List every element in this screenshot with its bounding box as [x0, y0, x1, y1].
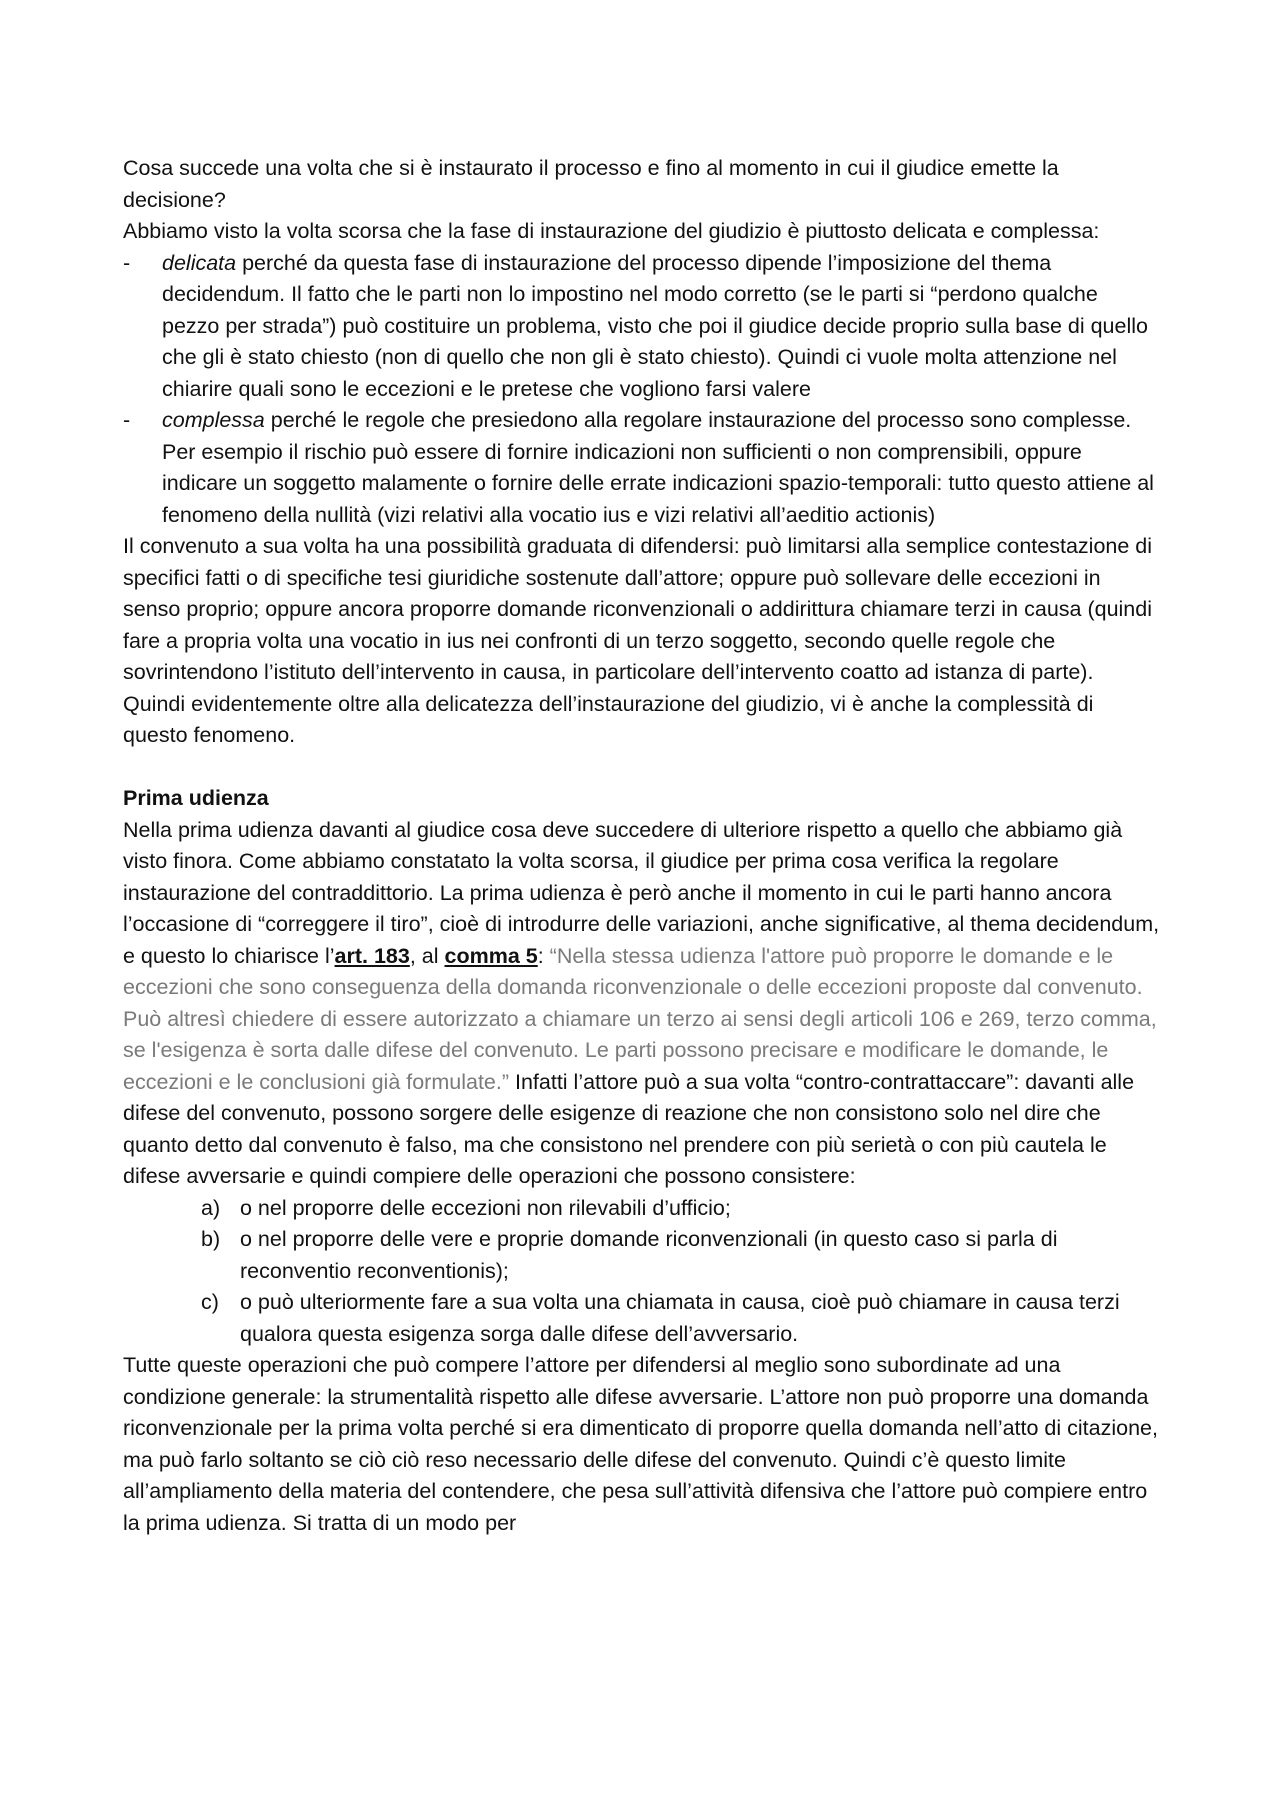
- list-marker: c): [201, 1290, 219, 1314]
- intro-paragraph: Abbiamo visto la volta scorsa che la fase di instaurazione del giudizio è piuttosto delicata e complessa:: [123, 219, 1100, 243]
- paragraph-gap: [123, 752, 1160, 784]
- section-heading: Prima udienza: [123, 786, 269, 810]
- list-term: complessa: [162, 408, 265, 432]
- list-item: [201, 1287, 1160, 1350]
- lettered-list: [123, 1193, 1160, 1351]
- article-link[interactable]: art. 183: [334, 943, 410, 968]
- intro-question: Cosa succede una volta che si è instaurato il processo e fino al momento in cui il giudice emette la decisione?: [123, 156, 1059, 212]
- list-item: [201, 1224, 1160, 1287]
- list-item: [123, 405, 1160, 531]
- prima-udienza-paragraph: [123, 815, 1160, 1193]
- list-text: o nel proporre delle vere e proprie domande riconvenzionali (in questo caso si parla di reconventio reconventionis);: [240, 1227, 1058, 1283]
- final-paragraph: Tutte queste operazioni che può compere l’attore per difendersi al meglio sono subordinate ad una condizione generale: la strumentalità rispetto alle difese avversarie. L’attore non può proporre una domanda riconvenzionale per la prima volta perché si era dimenticato di proporre quella domanda nell’atto di citazione, ma può farlo soltanto se ciò ciò reso necessario delle difese del convenuto. Quindi c’è questo limite all’ampliamento della materia del contendere, che pesa sull’attività difensiva che l’attore può compiere entro la prima udienza. Si tratta di un modo per: [123, 1353, 1158, 1535]
- list-term: delicata: [162, 250, 237, 275]
- quindi-paragraph: Quindi evidentemente oltre alla delicatezza dell’instaurazione del giudizio, vi è anche la complessità di questo fenomeno.: [123, 691, 1094, 747]
- list-text: o può ulteriormente fare a sua volta una chiamata in causa, cioè può chiamare in causa terzi qualora questa esigenza sorga dalle difese dell’avversario.: [240, 1290, 1120, 1346]
- paragraph-continuation: Infatti l’attore può a sua volta “contro-contrattaccare”: davanti alle difese del convenuto, possono sorgere delle esigenze di reazione che non consistono solo nel dire che quanto detto dal convenuto è falso, ma che consistono nel prendere con più serietà o con più cautela le difese avversarie e quindi compiere delle operazioni che possono consistere:: [123, 1069, 1135, 1188]
- list-text: perché le regole che presiedono alla regolare instaurazione del processo sono complesse. Per esempio il rischio può essere di fornire indicazioni non sufficienti o non comprensibili, oppure indicare un soggetto malamente o fornire delle errate indicazioni spazio-temporali: tutto questo attiene al fenomeno della nullità (vizi relativi alla vocatio ius e vizi relativi all’aeditio actionis): [162, 408, 1154, 527]
- list-item: [123, 248, 1160, 406]
- convenuto-paragraph: Il convenuto a sua volta ha una possibilità graduata di difendersi: può limitarsi alla semplice contestazione di specifici fatti o di specifiche tesi giuridiche sostenute dall’attore; oppure può sollevare delle eccezioni in senso proprio; oppure ancora proporre domande riconvenzionali o addirittura chiamare terzi in causa (quindi fare a propria volta una vocatio in ius nei confronti di un terzo soggetto, secondo quelle regole che sovrintendono l’istituto dell’intervento in causa, in particolare dell’intervento coatto ad istanza di parte).: [123, 534, 1153, 684]
- comma-link[interactable]: comma 5: [444, 943, 538, 968]
- law-quote: “Nella stessa udienza l'attore può proporre le domande e le eccezioni che sono conseguenza della domanda riconvenzionale o delle eccezioni proposte dal convenuto. Può altresì chiedere di essere autorizzato a chiamare un terzo ai sensi degli articoli 106 e 269, terzo comma, se l'esigenza è sorta dalle difese del convenuto. Le parti possono precisare e modificare le domande, le eccezioni e le conclusioni già formulate.”: [123, 943, 1157, 1094]
- list-text: o nel proporre delle eccezioni non rilevabili d’ufficio;: [240, 1195, 731, 1220]
- list-marker: b): [201, 1227, 221, 1251]
- connector-text: , al: [409, 943, 445, 968]
- colon-text: :: [537, 943, 550, 968]
- list-item: [201, 1193, 1160, 1225]
- list-marker: a): [201, 1195, 221, 1220]
- list-marker: -: [123, 408, 131, 432]
- list-marker: -: [123, 250, 131, 275]
- list-text: perché da questa fase di instaurazione del processo dipende l’imposizione del thema decidendum. Il fatto che le parti non lo impostino nel modo corretto (se le parti si “perdono qualche pezzo per strada”) può costituire un problema, visto che poi il giudice decide proprio sulla base di quello che gli è stato chiesto (non di quello che non gli è stato chiesto). Quindi ci vuole molta attenzione nel chiarire quali sono le eccezioni e le pretese che vogliono farsi valere: [162, 250, 1148, 401]
- paragraph-text: Nella prima udienza davanti al giudice cosa deve succedere di ulteriore rispetto a quello che abbiamo già visto finora. Come abbiamo constatato la volta scorsa, il giudice per prima cosa verifica la regolare instaurazione del contraddittorio. La prima udienza è però anche il momento in cui le parti hanno ancora l’occasione di “correggere il tiro”, cioè di introdurre delle variazioni, anche significative, al thema decidendum, e questo lo chiarisce l’: [123, 817, 1160, 968]
- dash-list: [123, 248, 1160, 532]
